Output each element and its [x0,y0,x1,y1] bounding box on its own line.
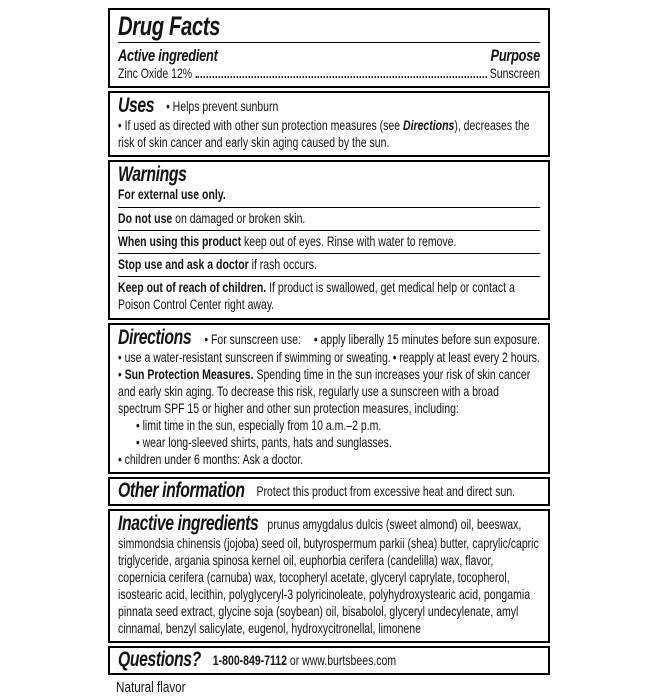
uses-heading: Uses [118,94,155,117]
bullet-icon: • [118,451,122,467]
warning-row-bold: When using this product [118,233,242,249]
flavor-note: Natural flavor [116,679,186,696]
directions-reapply-text: reapply at least every 2 hours. [399,349,540,365]
directions-box [108,323,550,474]
children-note-text: children under 6 months: Ask a doctor. [124,451,304,467]
uses-bullet-2 [118,117,540,151]
uses-bullet-1: Helps prevent sunburn [172,98,279,114]
sun-protection-heading: Sun Protection Measures. [124,366,254,382]
questions-phone: 1-800-849-7112 [212,652,287,668]
dotted-leader [195,76,487,78]
directions-line-1 [118,327,540,349]
warning-row [118,207,540,228]
external-use-note: For external use only. [118,186,226,202]
directions-apply [314,331,540,348]
inactive-ingredients-text: prunus amygdalus dulcis (sweet almond) oil, beeswax, simmondsia chinensis (jojoba) seed oil, butyrospermum parkii (shea) butter, caprylic/capric triglyceride, argania spinosa kernel oil, euphorbia cerifera (candelilla) wax, flavor, copernicia cerifera (carnuba) wax, tocopheryl acetate, glyceryl caprylate, tocopherol, isostearic acid, lecithin, polyglyceryl-3 polyricinoleate, polyhydroxystearic acid, pongamia pinnata seed extract, glycine soja (soybean) oil, bisabolol, glyceryl undecylenate, amyl cinnamal, benzyl salicylate, eugenol, hydroxycitronellal, limonene [118,516,539,636]
bullet-icon: • [313,331,318,347]
purpose-heading: Purpose [490,46,540,65]
directions-water-resistant [118,349,391,366]
directions-heading: Directions [118,326,192,349]
header-box [108,8,550,88]
uses-line-1 [118,95,540,117]
bullet-icon: • [136,417,140,433]
directions-water-resistant-text: use a water-resistant sunscreen if swimming or sweating. [124,349,391,365]
directions-intro [204,331,300,348]
other-information-heading: Other information [118,479,245,502]
directions-reapply [393,349,540,366]
bullet-icon: • [118,349,122,365]
active-ingredient-heading: Active ingredient [118,46,218,65]
other-information-text: Protect this product from excessive heat and direct sun. [256,483,516,499]
bullet-icon: • [118,117,122,133]
warning-row-bold: Do not use [118,210,173,226]
ingredient-name: Zinc Oxide 12% [118,65,193,81]
questions-url: or www.burtsbees.com [286,652,397,668]
drug-facts-title: Drug Facts [118,11,221,41]
directions-intro-text: For sunscreen use: [210,331,301,347]
warnings-heading: Warnings [118,163,187,186]
inactive-ingredients-heading: Inactive ingredients [118,512,259,535]
sun-protection-text: Spending time in the sun increases your risk of skin cancer and early skin aging. To decrease this risk, regularly use a sunscreen with a broad spectrum SPF 15 or higher and other sun protection measures, including: [118,366,531,416]
bullet-icon: • [204,331,209,347]
directions-line-2 [118,349,540,366]
warning-row [118,230,540,251]
bullet-icon: • [166,98,170,114]
uses-bullet-2-text-end: ), decreases the risk of skin cancer and early skin aging caused by the sun. [118,117,530,150]
drug-facts-label [108,8,550,696]
title-rule [118,42,540,43]
other-information-box [108,477,550,506]
warning-row-text: if rash occurs. [248,256,317,272]
ingredient-row [118,65,540,82]
bullet-icon: • [136,434,140,450]
sub-bullet-text: limit time in the sun, especially from 10 a.m.–2 p.m. [142,417,382,433]
sub-bullet [136,434,540,451]
warning-row-text: keep out of eyes. Rinse with water to remove. [241,233,457,249]
warning-row-bold: Stop use and ask a doctor [118,256,249,272]
active-ingredient-row [118,46,540,65]
bullet-icon: • [118,366,122,382]
bullet-icon: • [392,349,397,365]
ingredient-purpose: Sunscreen [489,65,540,81]
uses-box [108,91,550,157]
directions-reference: Directions [403,117,455,133]
questions-heading: Questions? [118,648,201,671]
warning-row-bold: Keep out of reach of children. [118,279,267,295]
warning-row [118,276,540,314]
directions-apply-text: apply liberally 15 minutes before sun exposure. [320,331,540,347]
warning-row [118,253,540,274]
children-note [118,451,540,468]
uses-bullet-2-text: If used as directed with other sun protection measures (see [124,117,403,133]
inactive-ingredients-box [108,509,550,643]
sun-protection-paragraph [118,366,540,417]
warnings-box [108,160,550,320]
sub-bullet [136,417,540,434]
sub-bullet-text: wear long-sleeved shirts, pants, hats and sunglasses. [142,434,392,450]
warning-row-text: on damaged or broken skin. [172,210,306,226]
warning-row-text: If product is swallowed, get medical help or contact a Poison Control Center right away. [118,279,515,312]
